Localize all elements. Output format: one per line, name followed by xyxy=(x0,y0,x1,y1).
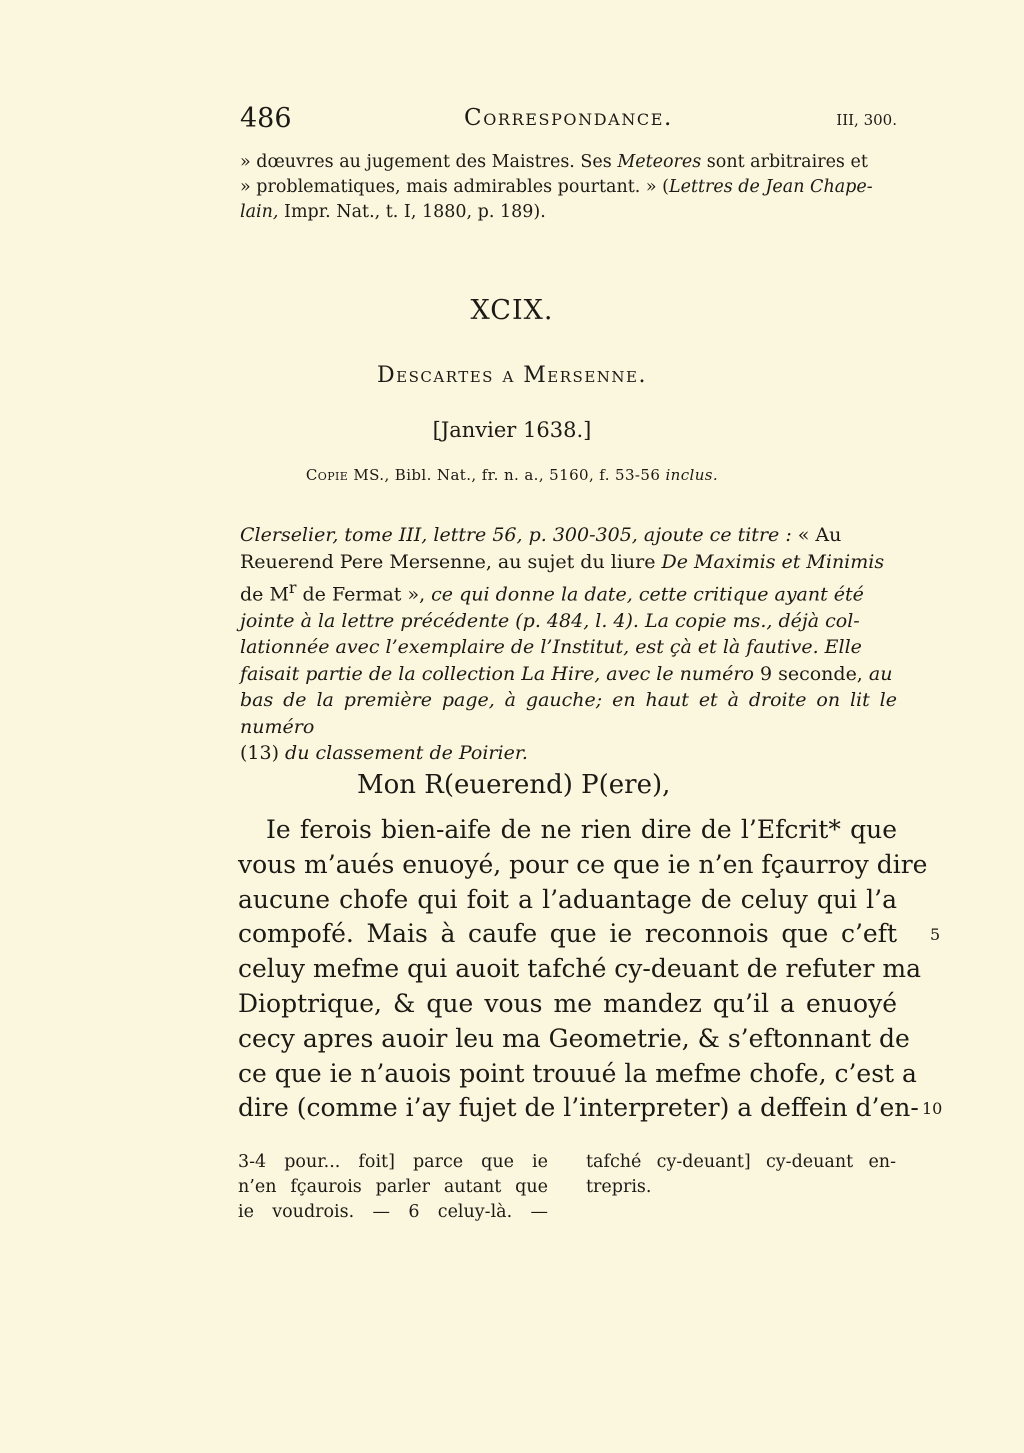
letter-number: XCIX. xyxy=(470,295,554,326)
intro-text: de Fermat », xyxy=(296,583,426,606)
source-text: MS., Bibl. Nat., fr. n. a., 5160, f. 53-56 xyxy=(348,466,666,484)
intro-text: « Au xyxy=(791,524,842,546)
top-note-text: sont arbitraires et xyxy=(701,152,868,172)
footnote-column-left xyxy=(238,1150,548,1225)
intro-italic: Clerselier, tome III, lettre 56, p. 300-305, ajoute ce titre : xyxy=(240,524,792,546)
intro-text: Reuerend Pere Mersenne, au sujet du liure xyxy=(240,550,662,573)
body-line: aucune chofe qui foit a l’aduantage de celuy qui l’a xyxy=(238,884,897,914)
letter-date: [Janvier 1638.] xyxy=(432,418,592,442)
body-line: Dioptrique, & que vous me mandez qu’il a enuoyé xyxy=(238,988,897,1018)
top-note-title: Lettres de Jean Chape- xyxy=(668,177,873,197)
body-line: Ie ferois bien-aife de ne rien dire de l’Efcrit* que xyxy=(266,815,897,844)
source-italic: inclus. xyxy=(665,466,719,484)
manuscript-source xyxy=(0,466,1024,484)
intro-italic: du classement de Poirier. xyxy=(279,742,528,765)
intro-text: 9 seconde, xyxy=(753,662,863,685)
body-line: compofé. Mais à caufe que ie reconnois que c’eft xyxy=(238,919,897,949)
intro-italic: lationnée avec l’exemplaire de l’Institut, est çà et là fautive. Elle xyxy=(240,636,862,659)
intro-italic: De Maximis et Minimis xyxy=(661,550,885,573)
body-line: dire (comme i’ay fujet de l’interpreter) a deffein d’en- xyxy=(238,1093,919,1123)
top-note-title: Meteores xyxy=(617,152,702,172)
intro-sup: r xyxy=(288,578,297,597)
line-number-marker: 10 xyxy=(922,1099,943,1118)
running-head xyxy=(240,103,897,139)
chapter-reference: III, 300. xyxy=(836,111,897,129)
intro-italic: ce qui donne la date, cette critique ayant été xyxy=(425,583,864,606)
top-note-text: » problematiques, mais admirables pourtant. » ( xyxy=(240,177,669,197)
footnote-line: trepris. xyxy=(586,1177,652,1197)
salutation: Mon R(euerend) P(ere), xyxy=(357,770,671,800)
line-number-marker: 5 xyxy=(930,925,941,944)
top-note-text: » dœuvres au jugement des Maistres. Ses xyxy=(240,152,618,172)
intro-italic: jointe à la lettre précédente (p. 484, l. 4). La copie ms., déjà col- xyxy=(240,609,860,632)
intro-text: (13) xyxy=(240,742,280,765)
source-label: Copie xyxy=(305,466,349,484)
intro-italic: au xyxy=(862,662,893,685)
body-line: celuy mefme qui auoit tafché cy-deuant de refuter ma xyxy=(238,954,921,984)
body-line: vous m’aués enuoyé, pour ce que ie n’en fçaurroy dire xyxy=(238,849,928,879)
intro-text: de M xyxy=(240,583,289,606)
footnote-line: 3-4 pour... foit] parce que ie xyxy=(238,1152,548,1172)
top-note-title: lain, xyxy=(240,202,279,222)
footnote-line: n’en fçaurois parler autant que xyxy=(238,1177,548,1197)
footnote-line: ie voudrois. — 6 celuy-là. — xyxy=(238,1202,548,1222)
body-line: cecy apres auoir leu ma Geometrie, & s’eftonnant de xyxy=(238,1023,910,1053)
top-note-text: Impr. Nat., t. I, 1880, p. 189). xyxy=(278,202,546,222)
running-title: Correspondance. xyxy=(464,105,673,131)
letter-body xyxy=(238,813,928,1126)
intro-italic: faisait partie de la collection La Hire, avec le numéro xyxy=(240,662,754,685)
top-note xyxy=(240,150,897,225)
footnote-column-right xyxy=(586,1150,896,1200)
editorial-intro xyxy=(240,522,897,767)
letter-heading: Descartes a Mersenne. xyxy=(377,363,647,388)
page-number: 486 xyxy=(240,103,292,134)
footnote-line: tafché cy-deuant] cy-deuant en- xyxy=(586,1152,896,1172)
body-line: ce que ie n’auois point trouué la mefme chofe, c’est a xyxy=(238,1058,917,1088)
intro-italic: bas de la première page, à gauche; en haut et à droite on lit le numéro xyxy=(240,689,897,738)
